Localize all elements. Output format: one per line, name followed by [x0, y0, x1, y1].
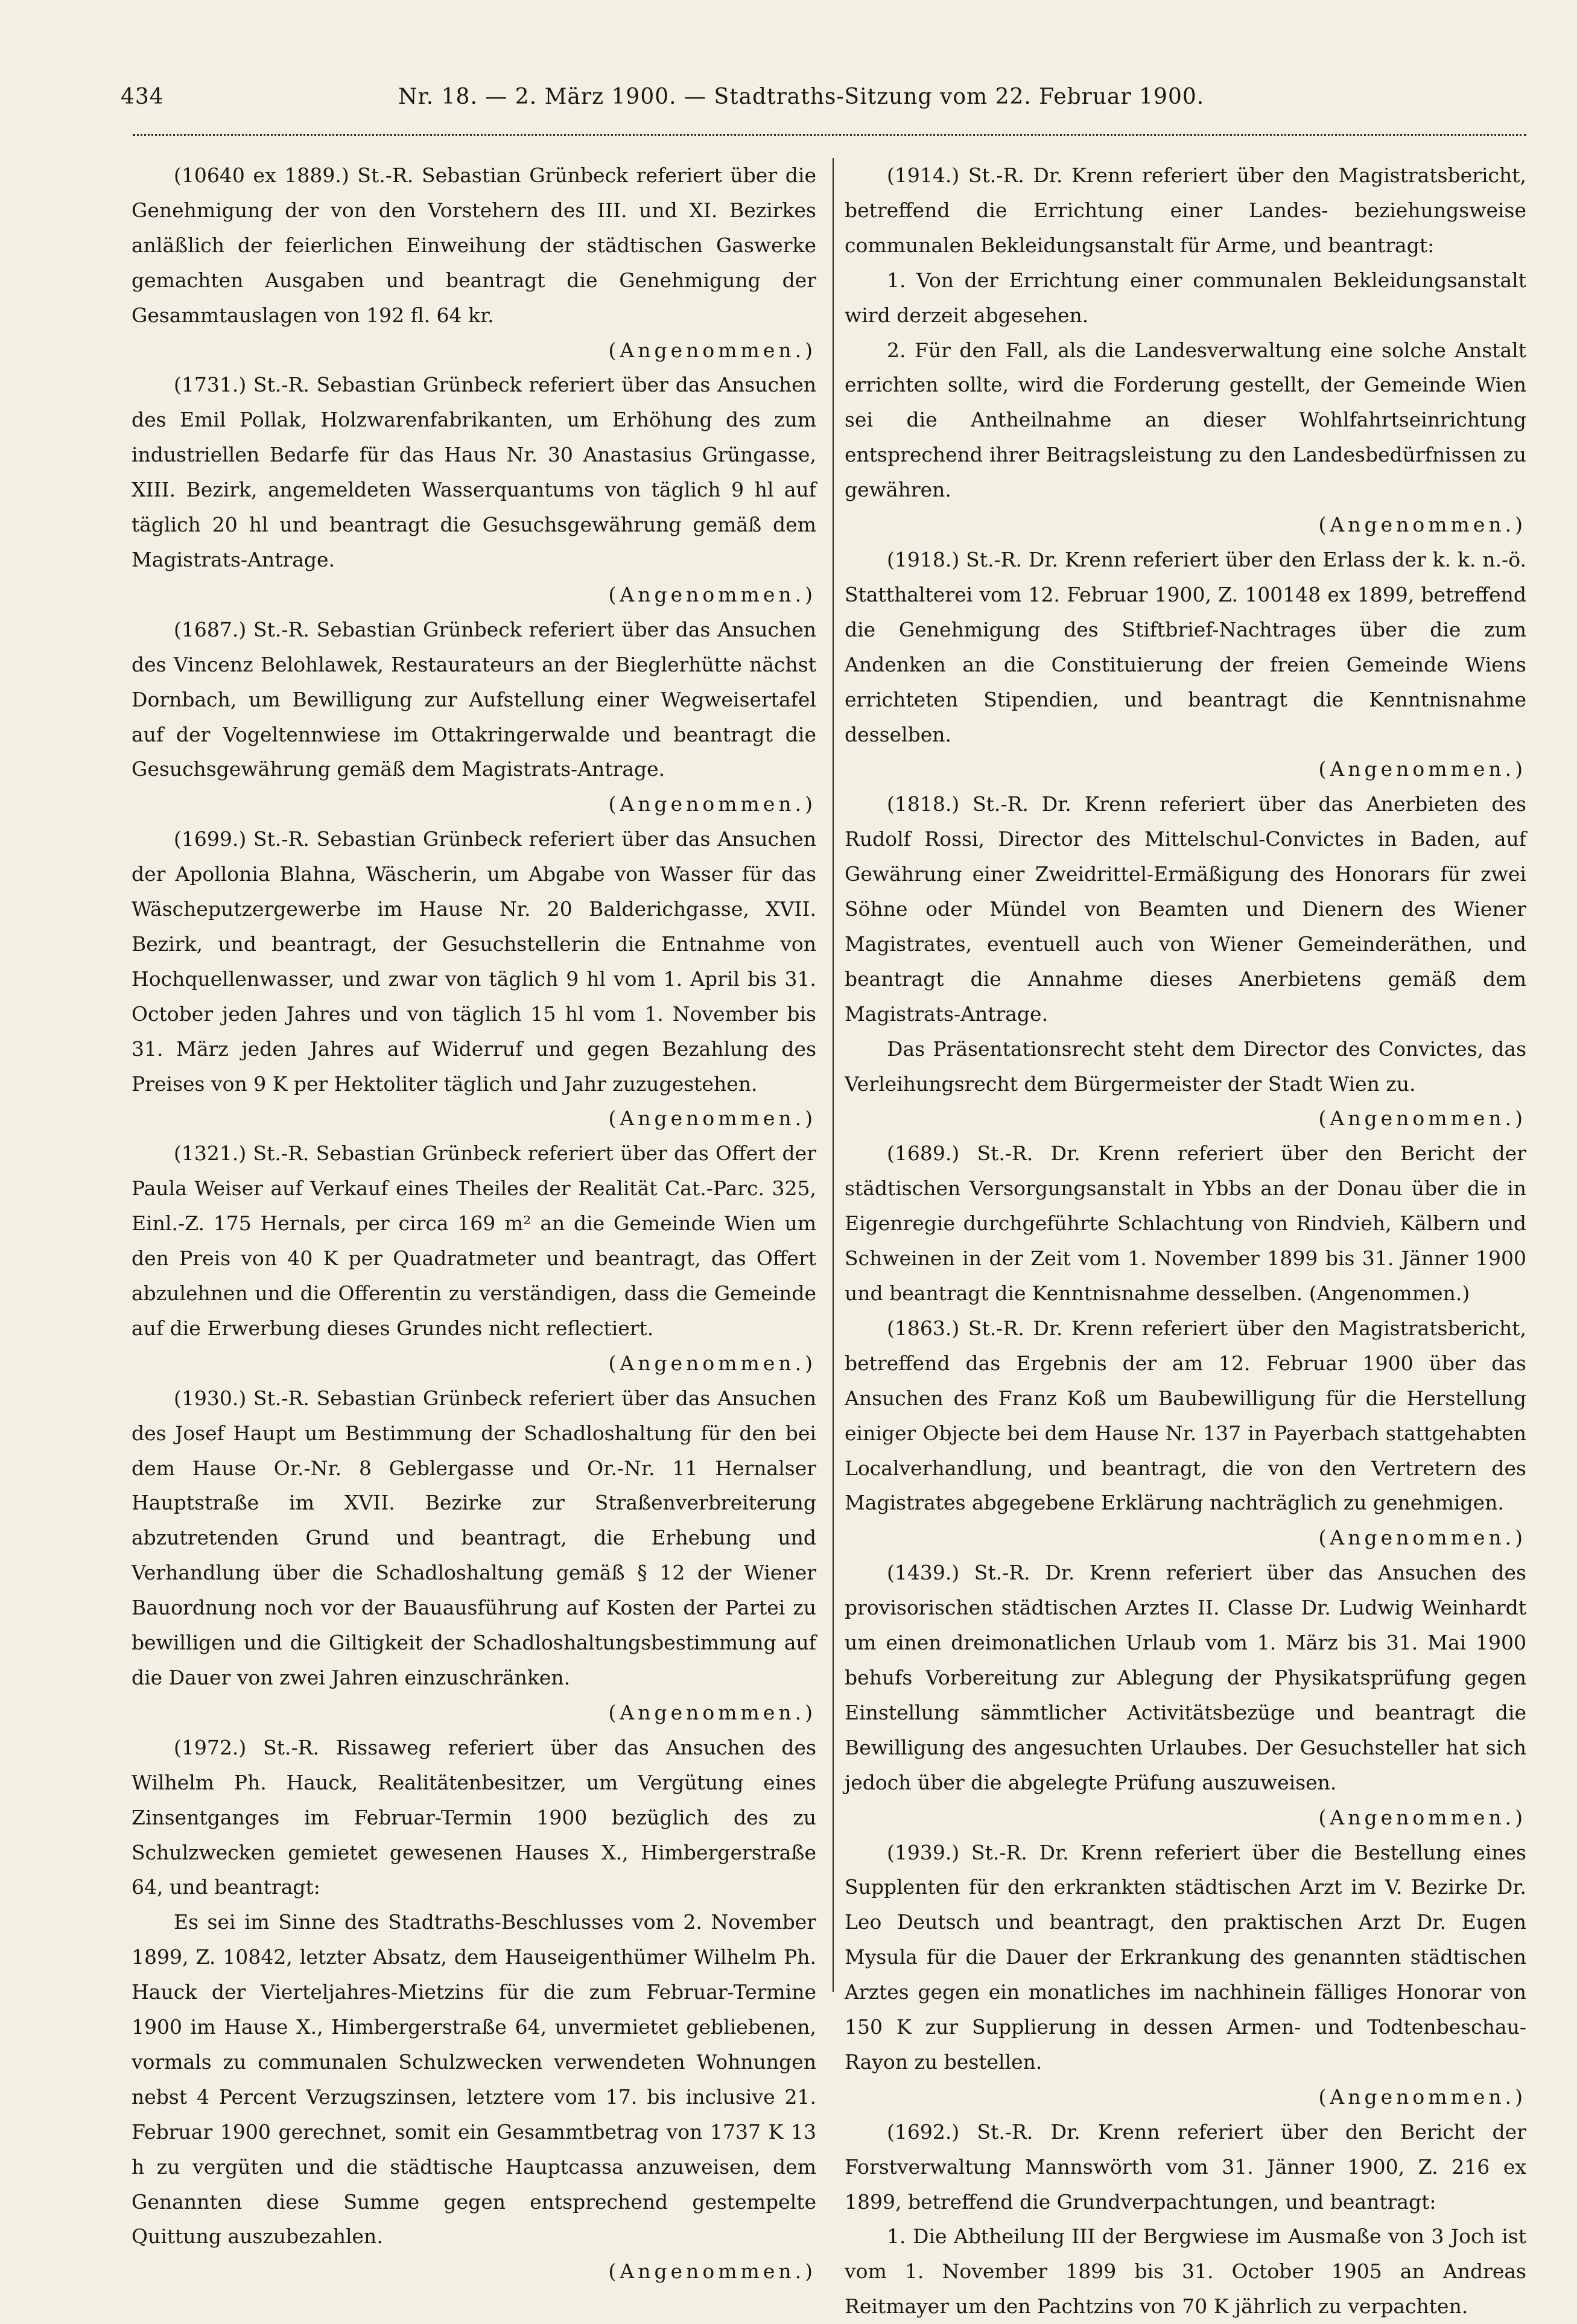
entry-1439: (1439.) St.-R. Dr. Krenn referiert über das Ansuchen des provisorischen städtischen Arztes II. Classe Dr. Ludwig Weinhardt um einen dreimonatlichen Urlaub vom 1. März bis 31. Mai 1900 behufs Vorbereitung zur Ablegung der Physikatsprüfung gegen Einstellung sämmtlicher Activitätsbezüge und beantragt die Bewilligung des angesuchten Urlaubes. Der Gesuchsteller hat sich jedoch über die abgelegte Prüfung auszuweisen. (Angenommen.)	[845, 1555, 1526, 1835]
right-column	[845, 158, 1526, 2324]
entry-1687: (1687.) St.-R. Sebastian Grünbeck referiert über das Ansuchen des Vincenz Belohlawek, Restaurateurs an der Bieglerhütte nächst Dornbach, um Bewilligung zur Aufstellung einer Wegweisertafel auf der Vogeltennwiese im Ottakringerwalde und beantragt die Gesuchsgewährung gemäß dem Magistrats-Antrage. (Angenommen.)	[132, 612, 816, 822]
page-header	[121, 84, 1538, 127]
running-title: Nr. 18. — 2. März 1900. — Stadtraths-Sitzung vom 22. Februar 1900.	[398, 84, 1205, 109]
entry-status: (Angenommen.)	[608, 2259, 816, 2284]
column-divider	[833, 158, 834, 1992]
entry-status: (Angenommen.)	[608, 1351, 816, 1375]
entry-1914: (1914.) St.-R. Dr. Krenn referiert über den Magistratsbericht, betreffend die Errichtung einer Landes- beziehungsweise communalen Bekleidungsanstalt für Arme, und beantragt:	[845, 164, 1526, 257]
entry-status: (Angenommen.)	[608, 792, 816, 816]
entry-status: (Angenommen.)	[1318, 1526, 1526, 1550]
entry-1699: (1699.) St.-R. Sebastian Grünbeck referiert über das Ansuchen der Apollonia Blahna, Wäscherin, um Abgabe von Wasser für das Wäscheputzergewerbe im Hause Nr. 20 Balderichgasse, XVII. Bezirk, und beantragt, der Gesuchstellerin die Entnahme von Hochquellenwasser, und zwar von täglich 9 hl vom 1. April bis 31. October jeden Jahres und von täglich 15 hl vom 1. November bis 31. März jeden Jahres auf Widerruf und gegen Bezahlung des Preises von 9 K per Hektoliter täglich und Jahr zuzugestehen. (Angenommen.)	[132, 822, 816, 1136]
entry-1818-note: Das Präsentationsrecht steht dem Director des Convictes, das Verleihungsrecht dem Bürgermeister der Stadt Wien zu. (Angenommen.)	[845, 1032, 1526, 1137]
entry-status: (Angenommen.)	[608, 338, 816, 362]
entry-status: (Angenommen.)	[608, 1106, 816, 1131]
entry-1914-item-2: 2. Für den Fall, als die Landesverwaltung eine solche Anstalt errichten sollte, wird die Forderung gestellt, der Gemeinde Wien sei die Antheilnahme an dieser Wohlfahrtseinrichtung entsprechend ihrer Beitragsleistung zu den Landesbedürfnissen zu gewähren. (Angenommen.)	[845, 333, 1526, 542]
entry-1863: (1863.) St.-R. Dr. Krenn referiert über den Magistratsbericht, betreffend das Ergebnis der am 12. Februar 1900 über das Ansuchen des Franz Koß um Baubewilligung für die Herstellung einiger Objecte bei dem Hause Nr. 137 in Payerbach stattgehabten Localverhandlung, und beantragt, die von den Vertretern des Magistrates abgegebene Erklärung nachträglich zu genehmigen. (Angenommen.)	[845, 1311, 1526, 1555]
entry-1731: (1731.) St.-R. Sebastian Grünbeck referiert über das Ansuchen des Emil Pollak, Holzwarenfabrikanten, um Erhöhung des zum industriellen Bedarfe für das Haus Nr. 30 Anastasius Grüngasse, XIII. Bezirk, angemeldeten Wasserquantums von täglich 9 hl auf täglich 20 hl und beantragt die Gesuchsgewährung gemäß dem Magistrats-Antrage. (Angenommen.)	[132, 367, 816, 612]
entry-1914-item-1: 1. Von der Errichtung einer communalen Bekleidungsanstalt wird derzeit abgesehen.	[845, 268, 1526, 327]
entry-1692-item-1: 1. Die Abtheilung III der Bergwiese im Ausmaße von 3 Joch ist vom 1. November 1899 bis 31. October 1905 an Andreas Reitmayer um den Pachtzins von 70 K jährlich zu verpachten.	[845, 2224, 1526, 2319]
entry-1972-resolution: Es sei im Sinne des Stadtraths-Beschlusses vom 2. November 1899, Z. 10842, letzter Absatz, dem Hauseigenthümer Wilhelm Ph. Hauck der Vierteljahres-Mietzins für die zum Februar-Termine 1900 im Hause X., Himbergerstraße 64, unvermietet gebliebenen, vormals zu communalen Schulzwecken verwendeten Wohnungen nebst 4 Percent Verzugszinsen, letztere vom 17. bis inclusive 21. Februar 1900 gerechnet, somit ein Gesammtbetrag von 1737 K 13 h zu vergüten und die städtische Hauptcassa anzuweisen, dem Genannten diese Summe gegen entsprechend gestempelte Quittung auszubezahlen. (Angenommen.)	[132, 1905, 816, 2289]
left-column	[132, 158, 816, 2289]
entry-1818: (1818.) St.-R. Dr. Krenn referiert über das Anerbieten des Rudolf Rossi, Director des Mittelschul-Convictes in Baden, auf Gewährung einer Zweidrittel-Ermäßigung des Honorars für zwei Söhne oder Mündel von Beamten und Dienern des Wiener Magistrates, eventuell auch von Wiener Gemeinderäthen, und beantragt die Annahme dieses Anerbietens gemäß dem Magistrats-Antrage.	[845, 792, 1526, 1026]
entry-1321: (1321.) St.-R. Sebastian Grünbeck referiert über das Offert der Paula Weiser auf Verkauf eines Theiles der Realität Cat.-Parc. 325, Einl.-Z. 175 Hernals, per circa 169 m² an die Gemeinde Wien um den Preis von 40 K per Quadratmeter und beantragt, das Offert abzulehnen und die Offerentin zu verständigen, dass die Gemeinde auf die Erwerbung dieses Grundes nicht reflectiert. (Angenommen.)	[132, 1136, 816, 1380]
entry-status: (Angenommen.)	[608, 1700, 816, 1724]
entry-1939: (1939.) St.-R. Dr. Krenn referiert über die Bestellung eines Supplenten für den erkrankten städtischen Arzt im V. Bezirke Dr. Leo Deutsch und beantragt, den praktischen Arzt Dr. Eugen Mysula für die Dauer der Erkrankung des genannten städtischen Arztes gegen ein monatliches im nachhinein fälliges Honorar von 150 K zur Supplierung in dessen Armen- und Todtenbeschau-Rayon zu bestellen. (Angenommen.)	[845, 1835, 1526, 2115]
entry-status: (Angenommen.)	[608, 582, 816, 606]
page-number: 434	[121, 84, 164, 109]
entry-1930: (1930.) St.-R. Sebastian Grünbeck referiert über das Ansuchen des Josef Haupt um Bestimmung der Schadloshaltung für den bei dem Hause Or.-Nr. 8 Geblergasse und Or.-Nr. 11 Hernalser Hauptstraße im XVII. Bezirke zur Straßenverbreiterung abzutretenden Grund und beantragt, die Erhebung und Verhandlung über die Schadloshaltung gemäß § 12 der Wiener Bauordnung noch vor der Bauausführung auf Kosten der Partei zu bewilligen und die Giltigkeit der Schadloshaltungsbestimmung auf die Dauer von zwei Jahren einzuschränken. (Angenommen.)	[132, 1381, 816, 1730]
entry-status: (Angenommen.)	[1318, 2084, 1526, 2109]
entry-1918: (1918.) St.-R. Dr. Krenn referiert über den Erlass der k. k. n.-ö. Statthalterei vom 12. Februar 1900, Z. 100148 ex 1899, betreffend die Genehmigung des Stiftbrief-Nachtrages über die zum Andenken an die Constituierung der freien Gemeinde Wiens errichteten Stipendien, und beantragt die Kenntnisnahme desselben. (Angenommen.)	[845, 542, 1526, 787]
entry-status: (Angenommen.)	[1318, 1106, 1526, 1131]
entry-status: (Angenommen.)	[1318, 757, 1526, 781]
entry-10640: (10640 ex 1889.) St.-R. Sebastian Grünbeck referiert über die Genehmigung der von den Vorstehern des III. und XI. Bezirkes anläßlich der feierlichen Einweihung der städtischen Gaswerke gemachten Ausgaben und beantragt die Genehmigung der Gesammtauslagen von 192 fl. 64 kr. (Angenommen.)	[132, 158, 816, 367]
entry-status: (Angenommen.)	[1318, 513, 1526, 537]
entry-1692: (1692.) St.-R. Dr. Krenn referiert über den Bericht der Forstverwaltung Mannswörth vom 31. Jänner 1900, Z. 216 ex 1899, betreffend die Grundverpachtungen, und beantragt:	[845, 2119, 1526, 2214]
entry-1689: (1689.) St.-R. Dr. Krenn referiert über den Bericht der städtischen Versorgungsanstalt in Ybbs an der Donau über die in Eigenregie durchgeführte Schlachtung von Rindvieh, Kälbern und Schweinen in der Zeit vom 1. November 1899 bis 31. Jänner 1900 und beantragt die Kenntnisnahme desselben. (Angenommen.)	[845, 1141, 1526, 1305]
entry-status: (Angenommen.)	[1318, 1805, 1526, 1829]
entry-1972: (1972.) St.-R. Rissaweg referiert über das Ansuchen des Wilhelm Ph. Hauck, Realitätenbesitzer, um Vergütung eines Zinsentganges im Februar-Termin 1900 bezüglich des zu Schulzwecken gemietet gewesenen Hauses X., Himbergerstraße 64, und beantragt:	[132, 1735, 816, 1899]
header-divider	[133, 134, 1526, 136]
